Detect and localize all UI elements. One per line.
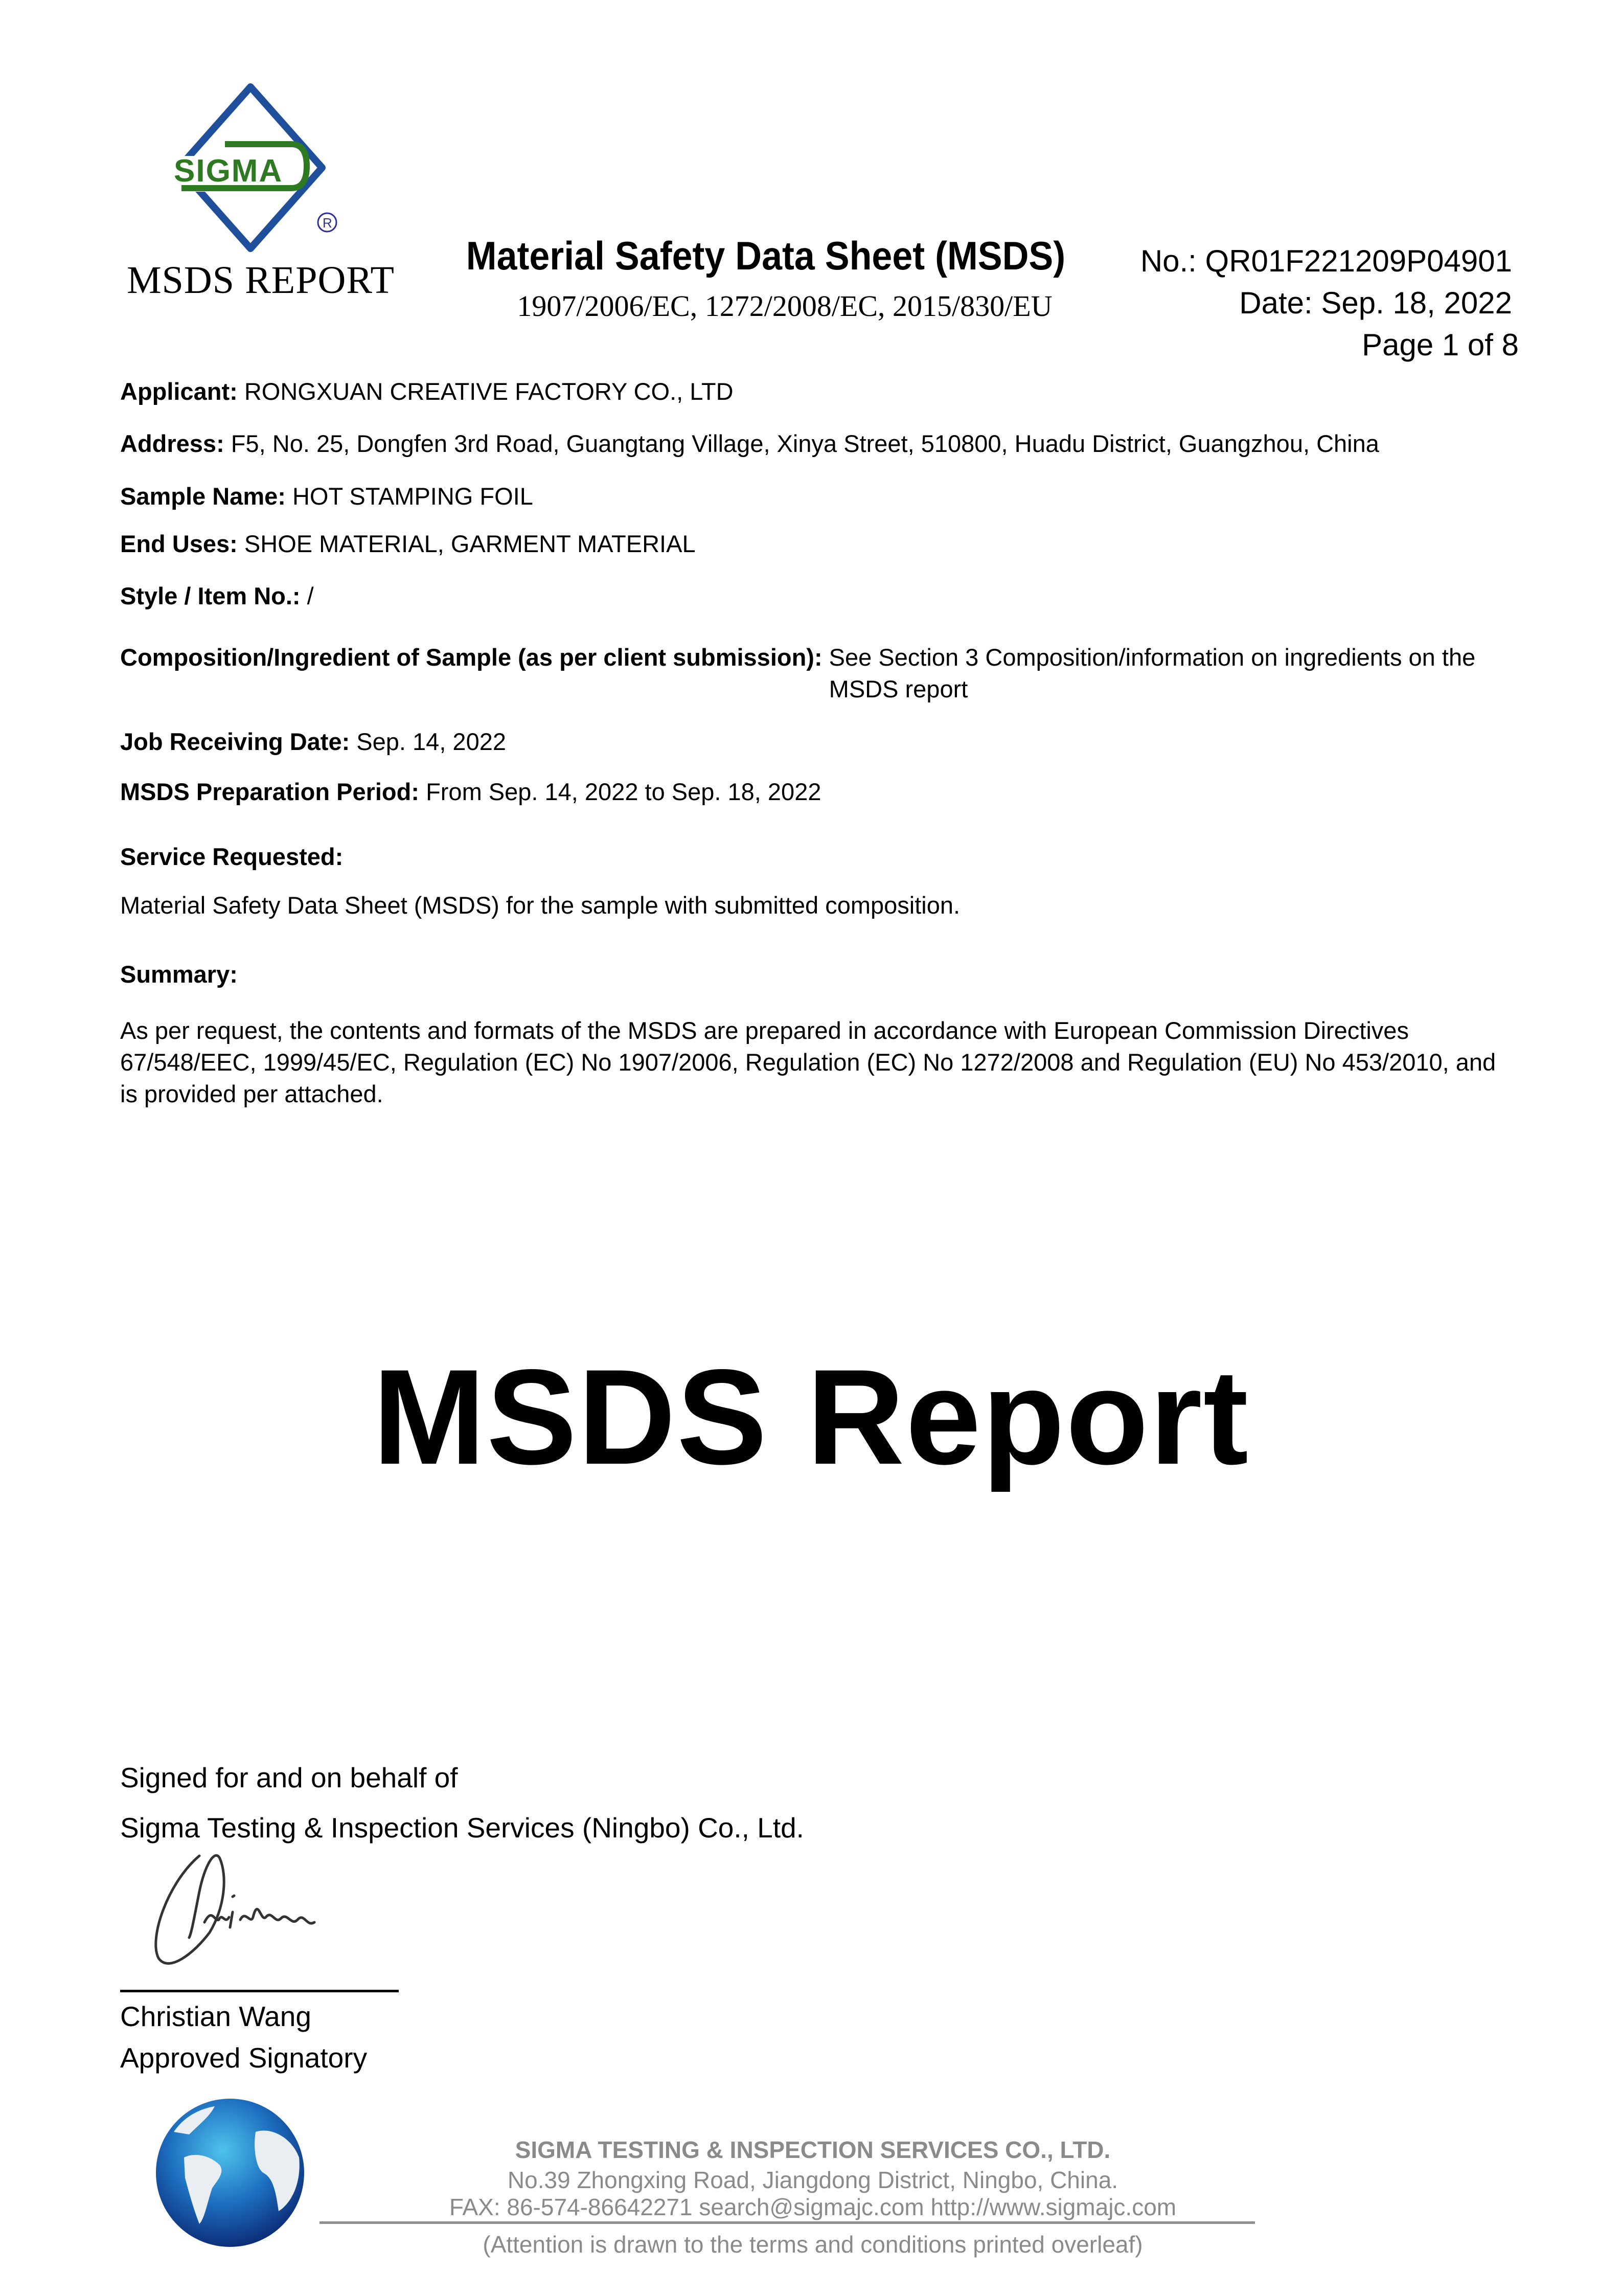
report-date: Date: Sep. 18, 2022	[1239, 286, 1512, 320]
signatory-role: Approved Signatory	[120, 2042, 368, 2074]
footer-notice: (Attention is drawn to the terms and conditions printed overleaf)	[483, 2231, 1143, 2258]
service-requested-text: Material Safety Data Sheet (MSDS) for the sample with submitted composition.	[120, 892, 961, 919]
field-value: From Sep. 14, 2022 to Sep. 18, 2022	[426, 778, 821, 805]
field-preparation-period	[120, 776, 821, 808]
regulations-subtitle: 1907/2006/EC, 1272/2008/EC, 2015/830/EU	[517, 289, 1053, 323]
footer-company: SIGMA TESTING & INSPECTION SERVICES CO., LTD.	[515, 2136, 1111, 2163]
signed-behalf-text: Signed for and on behalf of	[120, 1762, 458, 1793]
footer-contact: FAX: 86-574-86642271 search@sigmajc.com http://www.sigmajc.com	[449, 2194, 1177, 2220]
field-style-item-no	[120, 580, 314, 612]
field-composition	[120, 642, 1511, 705]
field-job-receiving-date	[120, 726, 506, 758]
document-title: Material Safety Data Sheet (MSDS)	[466, 233, 1066, 278]
field-label: MSDS Preparation Period:	[120, 778, 419, 805]
page-indicator: Page 1 of 8	[1362, 328, 1519, 362]
field-value: Sep. 14, 2022	[356, 728, 506, 755]
footer-address: No.39 Zhongxing Road, Jiangdong District, Ningbo, China.	[507, 2167, 1118, 2193]
field-label: Address:	[120, 430, 224, 457]
field-label: Job Receiving Date:	[120, 728, 350, 755]
sigma-logo	[153, 77, 348, 261]
field-value: RONGXUAN CREATIVE FACTORY CO., LTD	[244, 378, 734, 405]
report-meta	[1140, 240, 1519, 366]
field-label: Style / Item No.:	[120, 582, 301, 609]
report-number: No.: QR01F221209P04901	[1140, 244, 1512, 278]
field-label: Applicant:	[120, 378, 238, 405]
signature-image	[138, 1835, 353, 1973]
field-sample-name	[120, 481, 533, 512]
logo-caption: MSDS REPORT	[127, 259, 395, 302]
summary-heading: Summary:	[120, 961, 238, 988]
field-value: /	[307, 582, 314, 609]
field-label: Composition/Ingredient of Sample (as per client submission):	[120, 644, 823, 671]
svg-text:SIGMA: SIGMA	[174, 153, 283, 189]
field-address	[120, 428, 1379, 460]
field-label: End Uses:	[120, 530, 238, 557]
summary-text: As per request, the contents and formats of the MSDS are prepared in accordance with European Commission Directives 67/548/EEC, 1999/45/EC, Regulation (EC) No 1907/2006, Regulation (EC) No 1272/2008 and Regulation (EU) No 453/2010, and is provided per attached.	[120, 1017, 1496, 1107]
field-end-uses	[120, 528, 696, 560]
globe-icon	[153, 2096, 307, 2249]
signatory-name: Christian Wang	[120, 2001, 311, 2032]
field-value: F5, No. 25, Dongfen 3rd Road, Guangtang Village, Xinya Street, 510800, Huadu District, Guangzhou, China	[231, 430, 1379, 457]
field-label: Sample Name:	[120, 483, 286, 510]
report-big-title: MSDS Report	[372, 1342, 1250, 1493]
field-value: HOT STAMPING FOIL	[292, 483, 533, 510]
service-requested-heading: Service Requested:	[120, 843, 344, 870]
footer-divider	[319, 2221, 1255, 2224]
field-applicant	[120, 376, 734, 407]
field-value: See Section 3 Composition/information on ingredients on the MSDS report	[829, 644, 1476, 702]
signing-company: Sigma Testing & Inspection Services (Ningbo) Co., Ltd.	[120, 1812, 804, 1844]
signature-line	[120, 1990, 399, 1992]
field-value: SHOE MATERIAL, GARMENT MATERIAL	[244, 530, 696, 557]
svg-text:R: R	[323, 215, 332, 231]
